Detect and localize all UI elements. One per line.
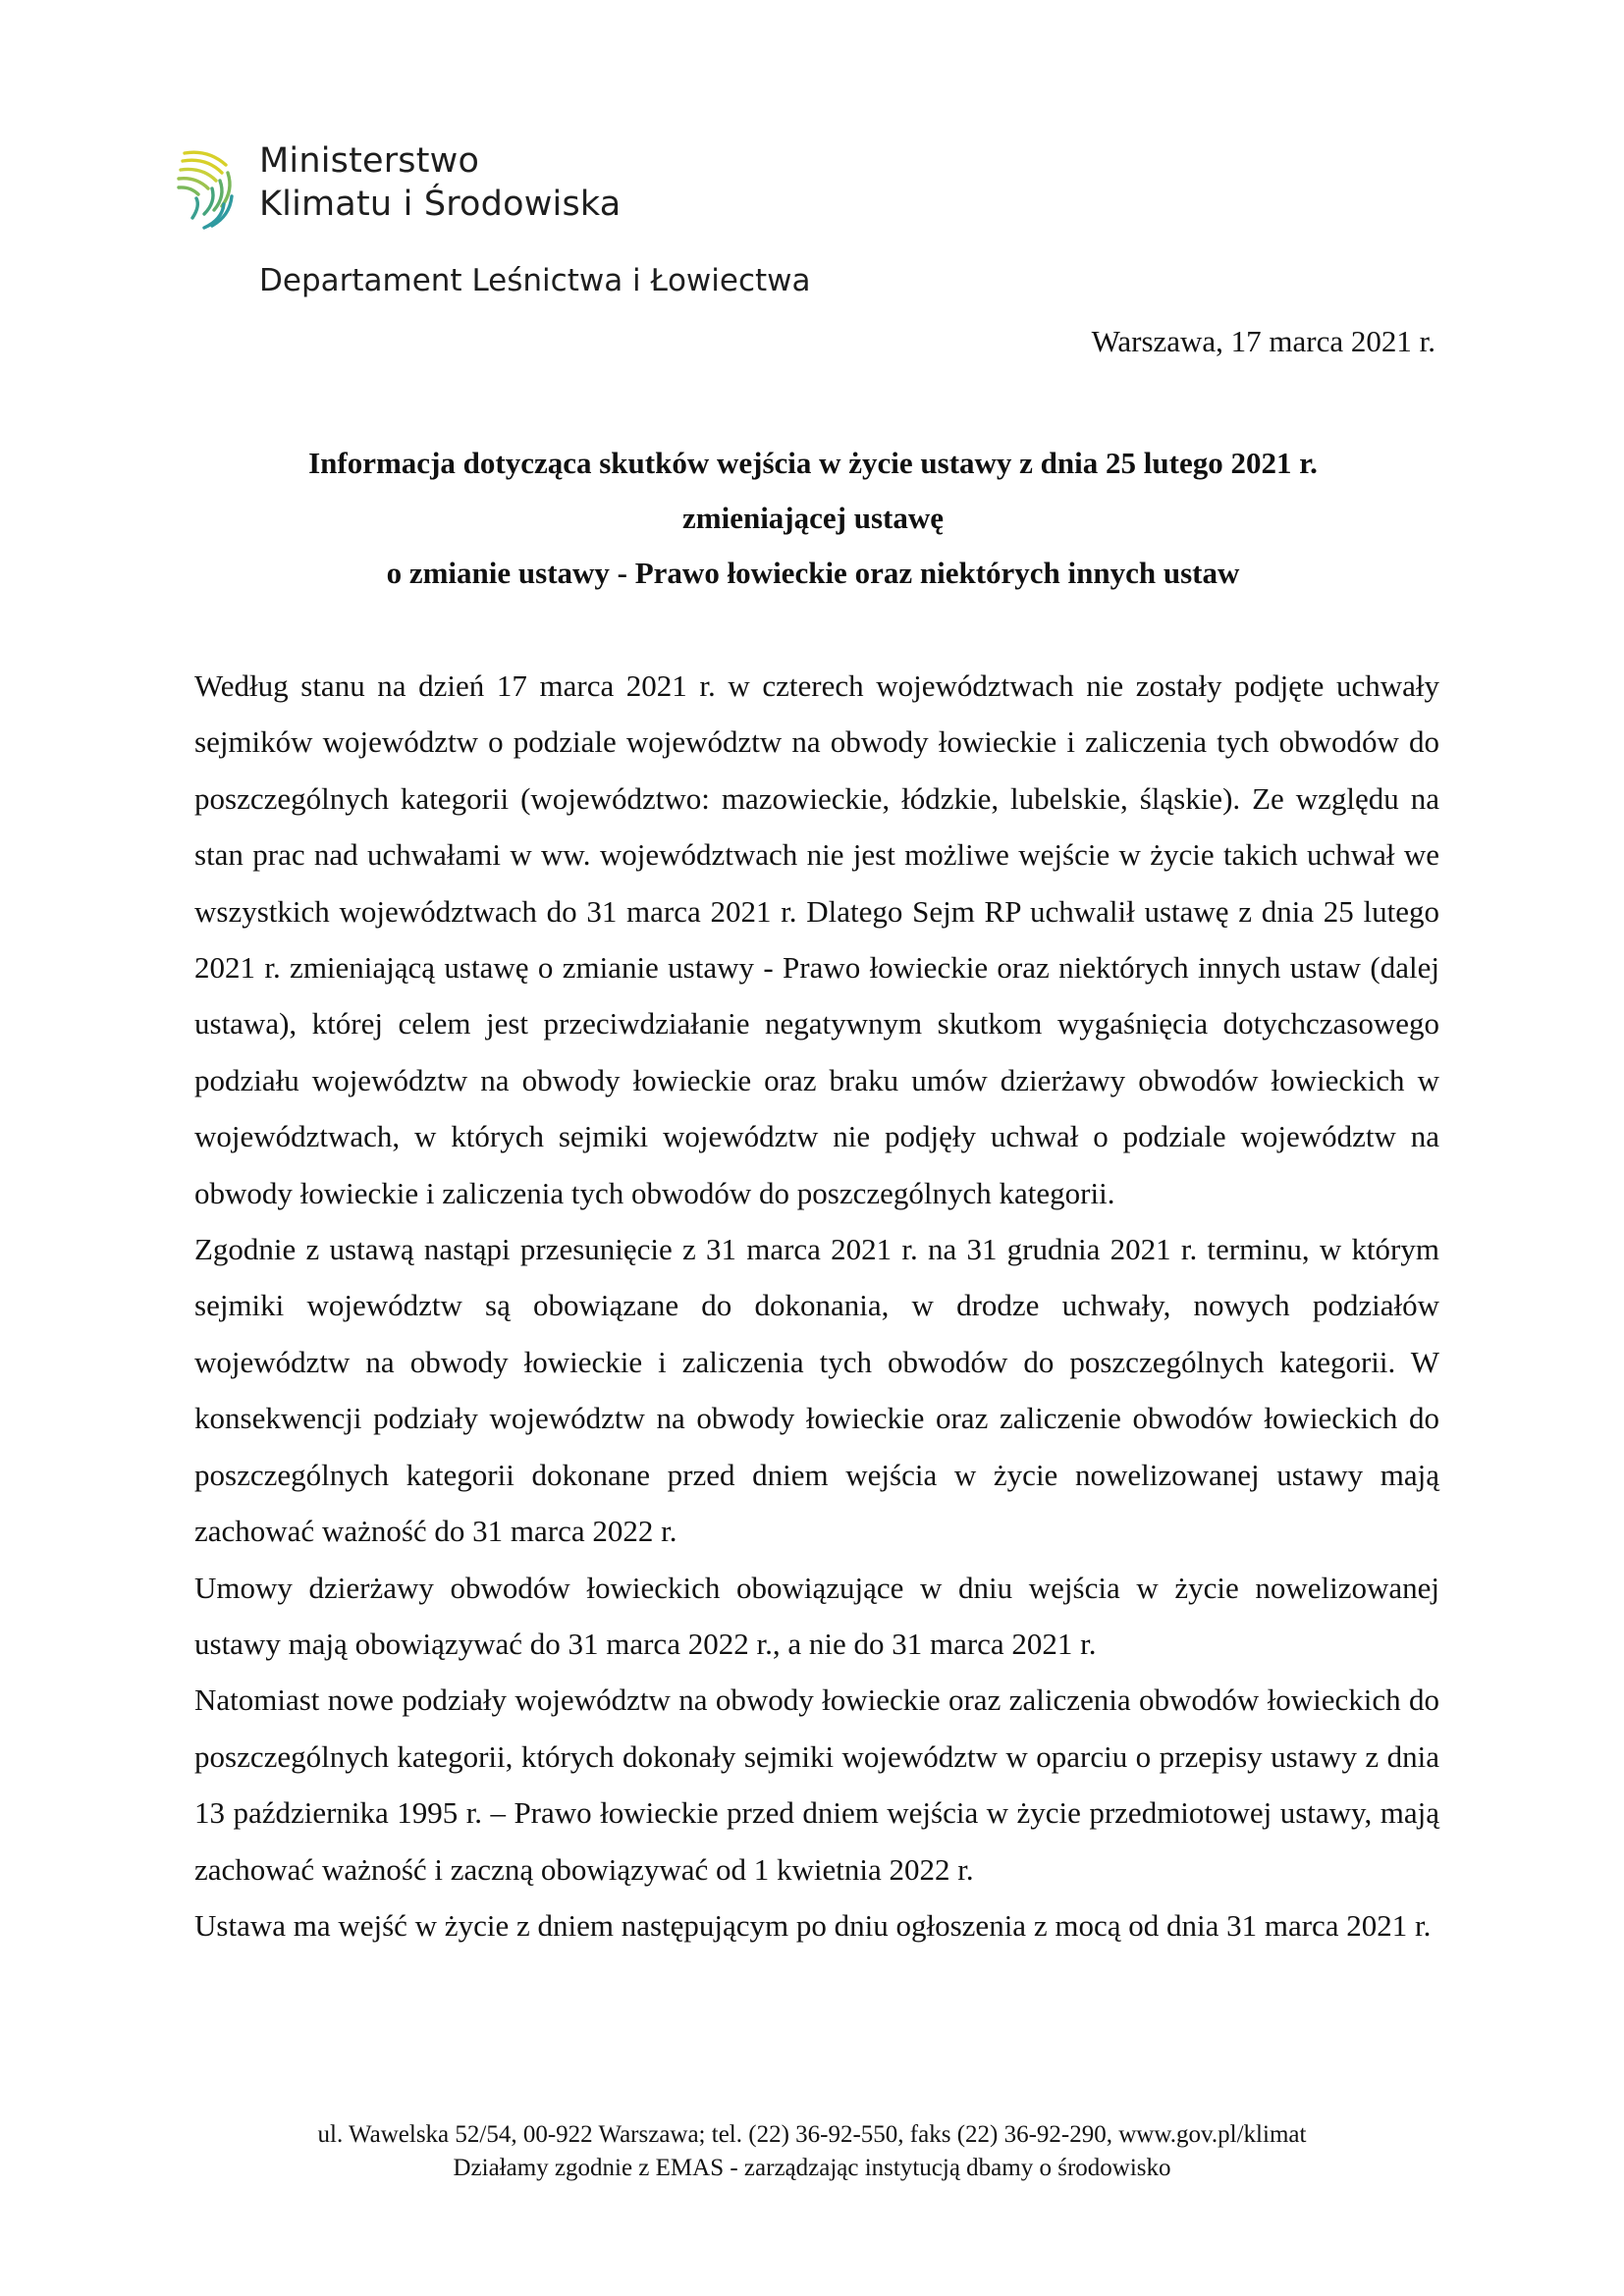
footer-address: ul. Wawelska 52/54, 00-922 Warszawa; tel. (22) 36-92-550, faks (22) 36-92-290, www.gov.pl/klimat — [317, 2121, 1307, 2148]
paragraph-5: Ustawa ma wejść w życie z dniem następującym po dniu ogłoszenia z mocą od dnia 31 marca 2021 r. — [194, 1907, 1432, 1943]
spiral-emblem-icon — [175, 145, 238, 232]
page-footer — [0, 2118, 1624, 2185]
paragraph-2: Zgodnie z ustawą nastąpi przesunięcie z 31 marca 2021 r. na 31 grudnia 2021 r. terminu, w którym sejmiki województw są obowiązane do dokonania, w drodze uchwały, nowych podziałów województw na obwody łowieckie i zaliczenia tych obwodów do poszczególnych kategorii. W konsekwencji podziały województw na obwody łowieckie oraz zaliczenie obwodów łowieckich do poszczególnych kategorii dokonane przed dniem wejścia w życie nowelizowanej ustawy mają zachować ważność do 31 marca 2022 r. — [194, 1232, 1439, 1549]
footer-emas-note: Działamy zgodnie z EMAS - zarządzając instytucją dbamy o środowisko — [453, 2155, 1171, 2181]
title-line-2: zmieniającej ustawę — [682, 501, 944, 535]
title-line-3: o zmianie ustawy - Prawo łowieckie oraz niektórych innych ustaw — [386, 556, 1240, 590]
paragraph-4: Natomiast nowe podziały województw na obwody łowieckie oraz zaliczenia obwodów łowieckich do poszczególnych kategorii, których dokonały sejmiki województw w oparciu o przepisy ustawy z dnia 13 października 1995 r. – Prawo łowieckie przed dniem wejścia w życie przedmiotowej ustawy, mają zachować ważność i zaczną obowiązywać od 1 kwietnia 2022 r. — [194, 1682, 1439, 1887]
ministry-name-line1: Ministerstwo — [259, 141, 480, 181]
ministry-name — [259, 139, 621, 226]
title-line-1: Informacja dotycząca skutków wejścia w życie ustawy z dnia 25 lutego 2021 r. — [308, 446, 1318, 480]
paragraph-1: Według stanu na dzień 17 marca 2021 r. w czterech województwach nie zostały podjęte uchwały sejmików województw o podziale województw na obwody łowieckie i zaliczenia tych obwodów do poszczególnych kategorii (województwo: mazowieckie, łódzkie, lubelskie, śląskie). Ze względu na stan prac nad uchwałami w ww. województwach nie jest możliwe wejście w życie takich uchwał we wszystkich województwach do 31 marca 2021 r. Dlatego Sejm RP uchwalił ustawę z dnia 25 lutego 2021 r. zmieniającą ustawę o zmianie ustawy - Prawo łowieckie oraz niektórych innych ustaw (dalej ustawa), której celem jest przeciwdziałanie negatywnym skutkom wygaśnięcia dotychczasowego podziału województw na obwody łowieckie oraz braku umów dzierżawy obwodów łowieckich w województwach, w których sejmiki województw nie podjęły uchwał o podziale województw na obwody łowieckie i zaliczenia tych obwodów do poszczególnych kategorii. — [194, 668, 1439, 1210]
paragraph-3: Umowy dzierżawy obwodów łowieckich obowiązujące w dniu wejścia w życie nowelizowanej ustawy mają obowiązywać do 31 marca 2022 r., a nie do 31 marca 2021 r. — [194, 1570, 1439, 1661]
ministry-logo — [175, 139, 1058, 232]
department-name: Departament Leśnictwa i Łowiectwa — [259, 263, 811, 298]
document-body — [194, 658, 1439, 1953]
letterhead — [175, 139, 1058, 298]
ministry-name-line2: Klimatu i Środowiska — [259, 185, 622, 224]
document-title — [175, 436, 1451, 601]
place-date: Warszawa, 17 marca 2021 r. — [1091, 324, 1435, 358]
